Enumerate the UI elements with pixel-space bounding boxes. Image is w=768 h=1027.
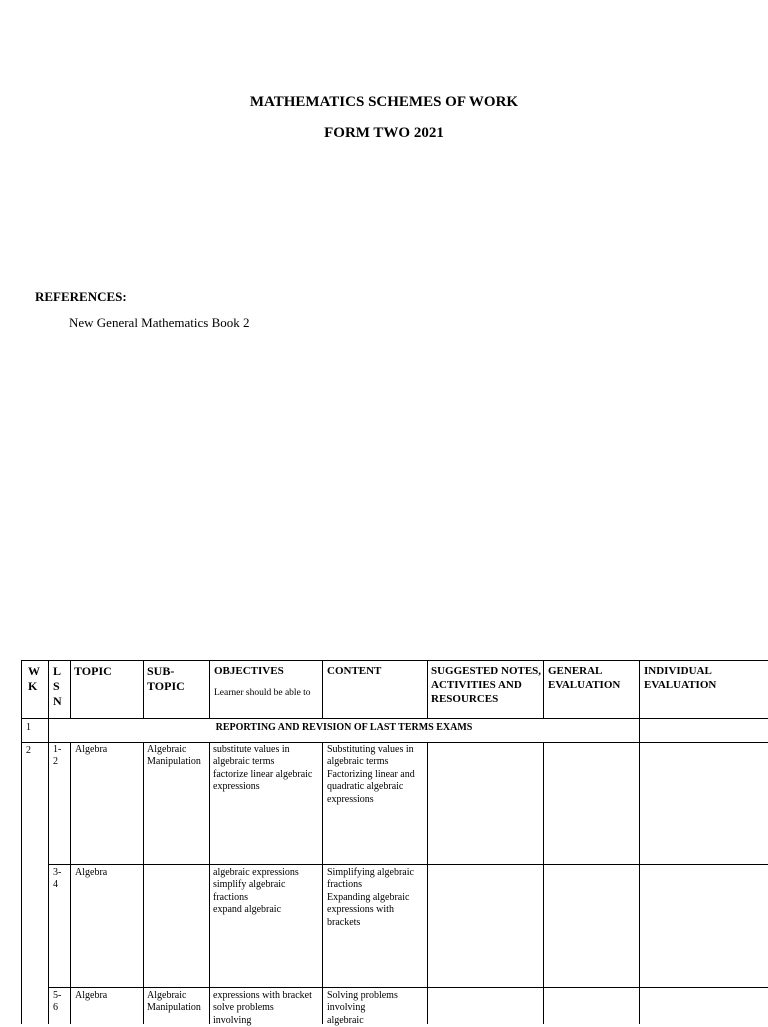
row1-lsn-a: 1- <box>53 744 62 755</box>
document-title: MATHEMATICS SCHEMES OF WORK <box>249 94 519 110</box>
row1-subtopic: Algebraic Manipulation <box>147 744 201 768</box>
header-objectives: OBJECTIVES <box>214 665 284 677</box>
week1-number: 1 <box>26 722 31 733</box>
table-header-bottom <box>21 718 768 719</box>
table-row2-bottom <box>48 987 768 988</box>
col-line-7b <box>543 742 544 1024</box>
table-row: 3- 4 <box>53 867 62 891</box>
row1-content: Substituting values in algebraic terms Factorizing linear and quadratic algebraic expressions <box>327 744 415 805</box>
row3-objectives: expressions with bracket solve problems involving <box>213 990 312 1026</box>
col-line-3a <box>143 660 144 718</box>
col-line-8 <box>639 660 640 1024</box>
row3-topic: Algebra <box>75 990 108 1001</box>
week2-number: 2 <box>26 745 31 756</box>
table-row <box>53 744 69 769</box>
col-line-2b <box>70 742 71 1024</box>
row3-subtopic: Algebraic Manipulation <box>147 990 201 1014</box>
header-topic: TOPIC <box>74 664 112 678</box>
row2-content: Simplifying algebraic fractions Expanding algebraic expressions with brackets <box>327 867 414 928</box>
row2-topic: Algebra <box>75 867 108 878</box>
col-line-5b <box>322 742 323 1024</box>
row1-topic: Algebra <box>75 744 108 755</box>
col-line-6a <box>427 660 428 718</box>
table-border-top <box>21 660 768 661</box>
row2-objectives: algebraic expressions simplify algebraic fractions expand algebraic <box>213 867 299 916</box>
col-line-1 <box>48 660 49 1024</box>
header-general-evaluation: GENERAL EVALUATION <box>548 665 621 691</box>
row3-content: Solving problems involving algebraic <box>327 990 398 1026</box>
references-label: REFERENCES: <box>35 289 127 304</box>
col-line-4b <box>209 742 210 1024</box>
header-objectives-note: Learner should be able to <box>214 688 311 698</box>
reference-item: New General Mathematics Book 2 <box>69 315 250 330</box>
header-lsn: L S N <box>53 664 62 708</box>
table-row1-bottom <box>48 864 768 865</box>
header-subtopic: SUB- TOPIC <box>147 664 185 693</box>
header-wk: W K <box>28 664 40 693</box>
week1-text: REPORTING AND REVISION OF LAST TERMS EXAMS <box>215 722 473 733</box>
col-line-0 <box>21 660 22 1024</box>
row1-lsn-b: 2 <box>53 756 58 768</box>
header-individual-evaluation: INDIVIDUAL EVALUATION <box>644 665 717 691</box>
col-line-4a <box>209 660 210 718</box>
table-week1-bottom <box>21 742 768 743</box>
table-row: 5- 6 <box>53 990 62 1014</box>
header-content: CONTENT <box>327 665 382 677</box>
document-subtitle: FORM TWO 2021 <box>324 125 444 141</box>
col-line-2a <box>70 660 71 718</box>
row1-objectives: substitute values in algebraic terms factorize linear algebraic expressions <box>213 744 313 793</box>
header-notes: SUGGESTED NOTES, ACTIVITIES AND RESOURCES <box>431 665 542 705</box>
col-line-7a <box>543 660 544 718</box>
col-line-3b <box>143 742 144 1024</box>
col-line-6b <box>427 742 428 1024</box>
